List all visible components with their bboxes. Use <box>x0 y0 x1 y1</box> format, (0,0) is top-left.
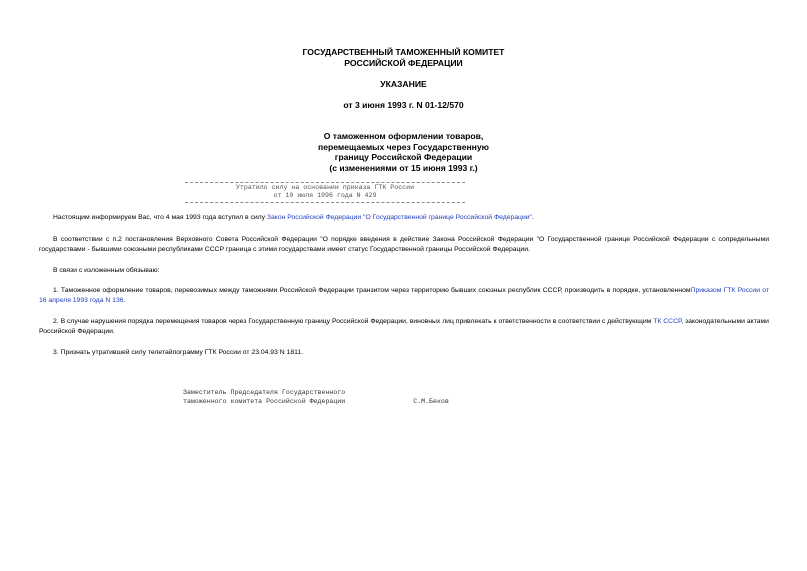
p4-text: 1. Таможенное оформление товаров, перевозимых между таможнями Российской Федерации транзитом через территорию бывших союзных республик СССР, производить в порядке, установленном <box>53 287 691 294</box>
p5-text: 2. В случае нарушения порядка перемещения товаров через Государственную границу Российской Федерации, виновных лиц привлекать к ответственности в соответствии с действующим <box>53 318 654 325</box>
note-text <box>185 183 465 202</box>
note-line-1: Утратило силу на основании приказа ГТК России <box>235 184 415 191</box>
p1-end: . <box>531 214 534 221</box>
title-line-1: О таможенном оформлении товаров, <box>323 131 484 141</box>
document-title <box>0 131 807 173</box>
signature-block <box>183 389 483 406</box>
status-note <box>185 182 465 203</box>
title-line-4: (с изменениями от 15 июня 1993 г.) <box>329 162 478 173</box>
paragraph-item-1 <box>39 286 769 306</box>
signature-position: таможенного комитета Российской Федерации <box>183 397 346 405</box>
tk-ussr-link[interactable]: ТК СССР <box>653 318 682 325</box>
paragraph-intro <box>39 213 769 223</box>
document-date-number: от 3 июня 1993 г. N 01-12/570 <box>343 100 464 110</box>
signatory-name: С.М.Беков <box>413 397 449 405</box>
signature-line-2 <box>183 398 483 407</box>
signature-line-1: Заместитель Председателя Государственного <box>183 389 346 396</box>
note-line-2: от 10 июля 1996 года N 429 <box>273 192 377 199</box>
issuing-organization <box>0 47 807 68</box>
p5-end: , законодательными актами Российской Федерации. <box>39 318 769 336</box>
title-line-3: границу Российской Федерации <box>334 152 473 162</box>
paragraph-item-3: 3. Признать утратившей силу телетайпограмму ГТК России от 23.04.93 N 1811. <box>53 349 304 356</box>
law-link[interactable]: Закон Российской Федерации "О Государственной границе Российской Федерации" <box>266 214 532 221</box>
document-type: УКАЗАНИЕ <box>380 79 427 89</box>
title-line-2: перемещаемых через Государственную <box>318 141 489 152</box>
org-line-1: ГОСУДАРСТВЕННЫЙ ТАМОЖЕННЫЙ КОМИТЕТ <box>302 47 505 57</box>
paragraph-obligation: В связи с изложенным обязываю: <box>53 267 160 274</box>
org-line-2: РОССИЙСКОЙ ФЕДЕРАЦИИ <box>344 57 463 68</box>
note-divider-bottom <box>185 202 465 203</box>
paragraph-item-2 <box>39 317 769 337</box>
p4-end: . <box>123 297 126 305</box>
paragraph-basis: В соответствии с п.2 постановления Верховного Совета Российской Федерации "О порядке введения в действие Закона Российской Федерации "О Государственной границе Российской Федерации с сопредельными государствами - бывшими союзными республиками СССР граница с этими государствами имеет статус Государственной границы Российской Федерации. <box>39 236 769 254</box>
p1-text: Настоящим информируем Вас, что 4 мая 1993 года вступил в силу <box>53 214 267 221</box>
order-link[interactable]: Приказом ГТК России от 16 апреля 1993 года N 136 <box>39 287 769 305</box>
